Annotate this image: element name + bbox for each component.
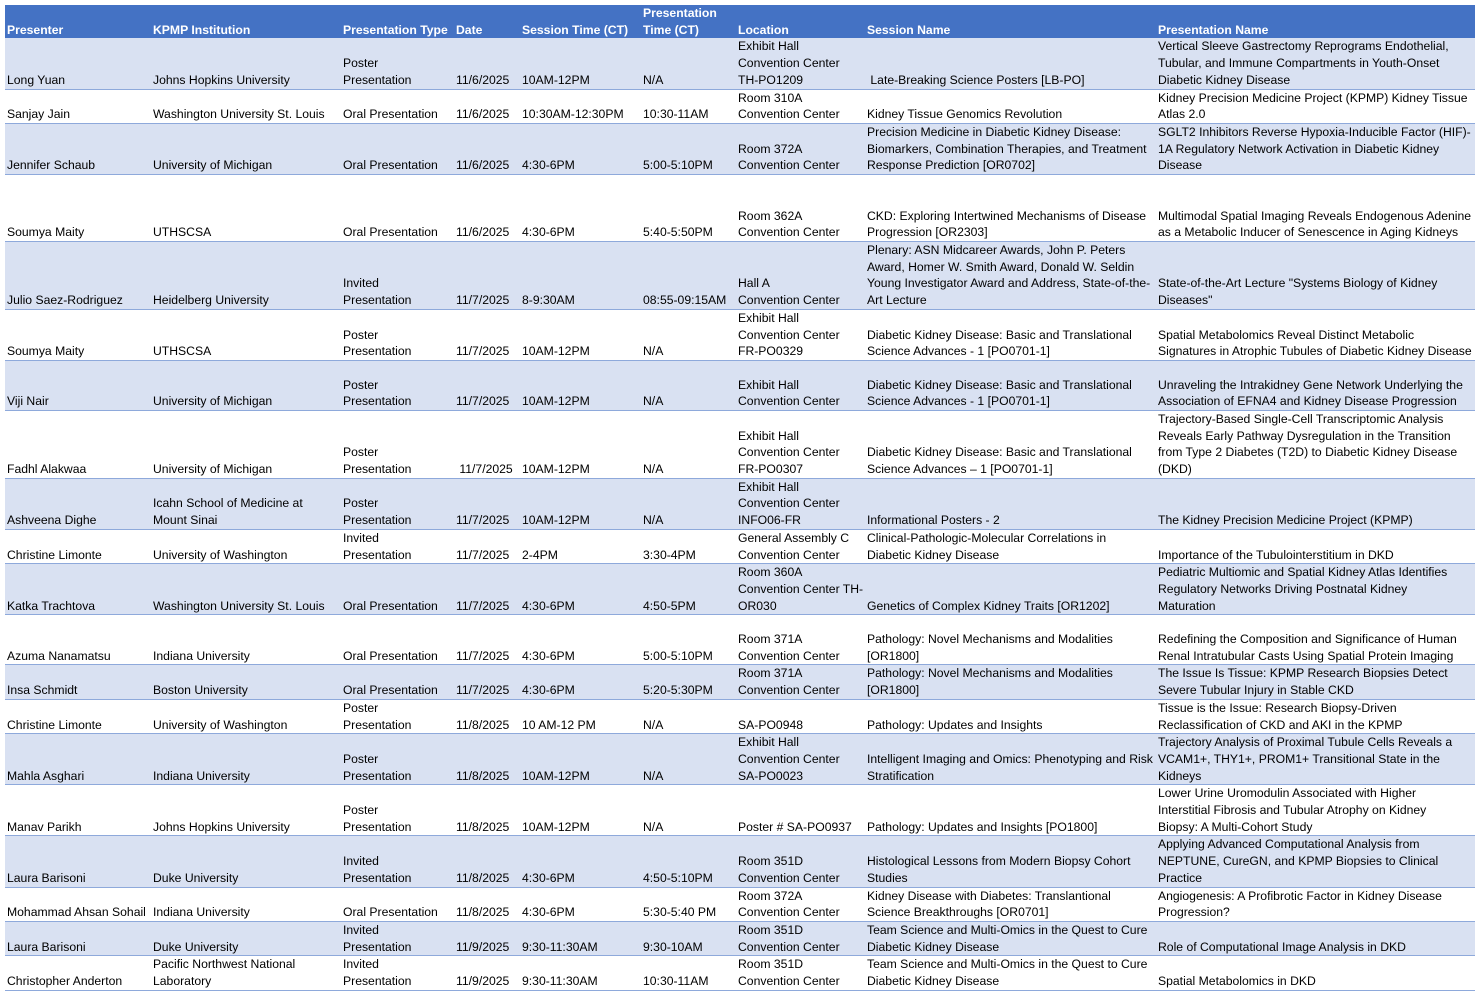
- date-cell[interactable]: 11/9/2025: [454, 956, 520, 990]
- presentation-time-cell[interactable]: N/A: [641, 38, 736, 89]
- session-name-cell[interactable]: Pathology: Novel Mechanisms and Modalities [OR1800]: [865, 665, 1156, 699]
- column-header-institution[interactable]: KPMP Institution: [151, 5, 341, 38]
- date-cell[interactable]: 11/7/2025: [454, 478, 520, 529]
- presenter-cell[interactable]: Manav Parikh: [5, 785, 151, 836]
- presentation-name-cell[interactable]: Pediatric Multiomic and Spatial Kidney Atlas Identifies Regulatory Networks Driving Postnatal Kidney Maturation: [1156, 564, 1475, 615]
- date-cell[interactable]: 11/7/2025: [454, 410, 520, 478]
- presentation-time-cell[interactable]: 5:30-5:40 PM: [641, 887, 736, 921]
- presentation-time-cell[interactable]: N/A: [641, 478, 736, 529]
- session-name-cell[interactable]: Team Science and Multi-Omics in the Quest to Cure Diabetic Kidney Disease: [865, 956, 1156, 990]
- presentation-type-cell[interactable]: Invited Presentation: [341, 242, 454, 310]
- presentation-name-cell[interactable]: Trajectory Analysis of Proximal Tubule Cells Reveals a VCAM1+, THY1+, PROM1+ Transitional State in the Kidneys: [1156, 734, 1475, 785]
- location-cell[interactable]: Room 371A Convention Center: [736, 665, 865, 699]
- presentation-type-cell[interactable]: Invited Presentation: [341, 921, 454, 955]
- table-row[interactable]: [5, 123, 1475, 174]
- presenter-cell[interactable]: Long Yuan: [5, 38, 151, 89]
- institution-cell[interactable]: Boston University: [151, 665, 341, 699]
- presenter-cell[interactable]: Christine Limonte: [5, 699, 151, 733]
- table-row[interactable]: [5, 529, 1475, 563]
- table-row[interactable]: [5, 615, 1475, 665]
- presentation-schedule-table: [5, 5, 1475, 991]
- session-time-cell[interactable]: 9:30-11:30AM: [520, 956, 641, 990]
- presentation-time-cell[interactable]: N/A: [641, 785, 736, 836]
- institution-cell[interactable]: Pacific Northwest National Laboratory: [151, 956, 341, 990]
- presentation-time-cell[interactable]: 3:30-4PM: [641, 529, 736, 563]
- presentation-name-cell[interactable]: Lower Urine Uromodulin Associated with Higher Interstitial Fibrosis and Tubular Atrophy on Kidney Biopsy: A Multi-Cohort Study: [1156, 785, 1475, 836]
- session-time-cell[interactable]: 10:30AM-12:30PM: [520, 89, 641, 123]
- date-cell[interactable]: 11/6/2025: [454, 38, 520, 89]
- table-body: [5, 38, 1475, 990]
- institution-cell[interactable]: Duke University: [151, 921, 341, 955]
- session-name-cell[interactable]: Histological Lessons from Modern Biopsy Cohort Studies: [865, 836, 1156, 887]
- table-row[interactable]: [5, 360, 1475, 410]
- session-time-cell[interactable]: 4:30-6PM: [520, 836, 641, 887]
- date-cell[interactable]: 11/9/2025: [454, 921, 520, 955]
- location-cell[interactable]: Room 372A Convention Center: [736, 123, 865, 174]
- session-name-cell[interactable]: Precision Medicine in Diabetic Kidney Disease: Biomarkers, Combination Therapies, and Treatment Response Prediction [OR0702]: [865, 123, 1156, 174]
- column-header-presenter[interactable]: Presenter: [5, 5, 151, 38]
- presentation-time-cell[interactable]: 4:50-5PM: [641, 564, 736, 615]
- session-time-cell[interactable]: 4:30-6PM: [520, 564, 641, 615]
- presentation-type-cell[interactable]: Oral Presentation: [341, 665, 454, 699]
- institution-cell[interactable]: University of Michigan: [151, 360, 341, 410]
- presentation-time-cell[interactable]: 5:20-5:30PM: [641, 665, 736, 699]
- session-time-cell[interactable]: 10AM-12PM: [520, 360, 641, 410]
- location-cell[interactable]: Room 310A Convention Center: [736, 89, 865, 123]
- session-time-cell[interactable]: 10AM-12PM: [520, 785, 641, 836]
- presentation-type-cell[interactable]: Poster Presentation: [341, 699, 454, 733]
- presentation-type-cell[interactable]: Oral Presentation: [341, 615, 454, 665]
- presentation-time-cell[interactable]: 5:00-5:10PM: [641, 123, 736, 174]
- presentation-name-cell[interactable]: Trajectory-Based Single-Cell Transcriptomic Analysis Reveals Early Pathway Dysregulation in the Transition from Type 2 Diabetes (T2D) to Diabetic Kidney Disease (DKD): [1156, 410, 1475, 478]
- presentation-name-cell[interactable]: Vertical Sleeve Gastrectomy Reprograms Endothelial, Tubular, and Immune Compartments in Youth-Onset Diabetic Kidney Disease: [1156, 38, 1475, 89]
- date-cell[interactable]: 11/7/2025: [454, 529, 520, 563]
- date-cell[interactable]: 11/6/2025: [454, 175, 520, 242]
- institution-cell[interactable]: Heidelberg University: [151, 242, 341, 310]
- presentation-type-cell[interactable]: Poster Presentation: [341, 38, 454, 89]
- institution-cell[interactable]: Johns Hopkins University: [151, 38, 341, 89]
- presentation-time-cell[interactable]: N/A: [641, 410, 736, 478]
- presentation-type-cell[interactable]: Oral Presentation: [341, 564, 454, 615]
- column-header-session-time[interactable]: Session Time (CT): [520, 5, 641, 38]
- presentation-type-cell[interactable]: Invited Presentation: [341, 529, 454, 563]
- institution-cell[interactable]: UTHSCSA: [151, 175, 341, 242]
- presenter-cell[interactable]: Insa Schmidt: [5, 665, 151, 699]
- presenter-cell[interactable]: Viji Nair: [5, 360, 151, 410]
- session-time-cell[interactable]: 10AM-12PM: [520, 734, 641, 785]
- presentation-type-cell[interactable]: Poster Presentation: [341, 734, 454, 785]
- session-name-cell[interactable]: Diabetic Kidney Disease: Basic and Translational Science Advances - 1 [PO0701-1]: [865, 309, 1156, 360]
- table-row[interactable]: [5, 956, 1475, 990]
- presentation-name-cell[interactable]: Multimodal Spatial Imaging Reveals Endogenous Adenine as a Metabolic Inducer of Senescence in Aging Kidneys: [1156, 175, 1475, 242]
- location-cell[interactable]: Exhibit Hall Convention Center TH-PO1209: [736, 38, 865, 89]
- session-time-cell[interactable]: 4:30-6PM: [520, 175, 641, 242]
- presenter-cell[interactable]: Laura Barisoni: [5, 921, 151, 955]
- presentation-time-cell[interactable]: 5:40-5:50PM: [641, 175, 736, 242]
- location-cell[interactable]: SA-PO0948: [736, 699, 865, 733]
- date-cell[interactable]: 11/8/2025: [454, 836, 520, 887]
- table-row[interactable]: [5, 309, 1475, 360]
- presenter-cell[interactable]: Azuma Nanamatsu: [5, 615, 151, 665]
- date-cell[interactable]: 11/8/2025: [454, 734, 520, 785]
- table-row[interactable]: [5, 921, 1475, 955]
- presentation-time-cell[interactable]: N/A: [641, 734, 736, 785]
- presentation-time-cell[interactable]: N/A: [641, 699, 736, 733]
- table-row[interactable]: [5, 175, 1475, 242]
- date-cell[interactable]: 11/6/2025: [454, 123, 520, 174]
- location-cell[interactable]: Room 351D Convention Center: [736, 921, 865, 955]
- table-row[interactable]: [5, 734, 1475, 785]
- institution-cell[interactable]: Indiana University: [151, 615, 341, 665]
- location-cell[interactable]: Poster # SA-PO0937: [736, 785, 865, 836]
- location-cell[interactable]: Hall A Convention Center: [736, 242, 865, 310]
- session-time-cell[interactable]: 10AM-12PM: [520, 38, 641, 89]
- presentation-time-cell[interactable]: N/A: [641, 309, 736, 360]
- session-time-cell[interactable]: 10 AM-12 PM: [520, 699, 641, 733]
- location-cell[interactable]: Room 351D Convention Center: [736, 836, 865, 887]
- session-name-cell[interactable]: Late-Breaking Science Posters [LB-PO]: [865, 38, 1156, 89]
- presenter-cell[interactable]: Katka Trachtova: [5, 564, 151, 615]
- date-cell[interactable]: 11/7/2025: [454, 615, 520, 665]
- presentation-time-cell[interactable]: 10:30-11AM: [641, 89, 736, 123]
- session-time-cell[interactable]: 4:30-6PM: [520, 665, 641, 699]
- presentation-time-cell[interactable]: 08:55-09:15AM: [641, 242, 736, 310]
- location-cell[interactable]: Exhibit Hall Convention Center FR-PO0307: [736, 410, 865, 478]
- date-cell[interactable]: 11/7/2025: [454, 665, 520, 699]
- session-name-cell[interactable]: Pathology: Novel Mechanisms and Modalities [OR1800]: [865, 615, 1156, 665]
- presentation-time-cell[interactable]: 9:30-10AM: [641, 921, 736, 955]
- date-cell[interactable]: 11/6/2025: [454, 89, 520, 123]
- institution-cell[interactable]: Johns Hopkins University: [151, 785, 341, 836]
- presentation-type-cell[interactable]: Oral Presentation: [341, 175, 454, 242]
- session-name-cell[interactable]: Intelligent Imaging and Omics: Phenotyping and Risk Stratification: [865, 734, 1156, 785]
- presentation-name-cell[interactable]: Angiogenesis: A Profibrotic Factor in Kidney Disease Progression?: [1156, 887, 1475, 921]
- date-cell[interactable]: 11/7/2025: [454, 309, 520, 360]
- presentation-type-cell[interactable]: Poster Presentation: [341, 410, 454, 478]
- institution-cell[interactable]: UTHSCSA: [151, 309, 341, 360]
- presenter-cell[interactable]: Soumya Maity: [5, 309, 151, 360]
- presenter-cell[interactable]: Sanjay Jain: [5, 89, 151, 123]
- column-header-presentation-name[interactable]: Presentation Name: [1156, 5, 1475, 38]
- session-name-cell[interactable]: Plenary: ASN Midcareer Awards, John P. Peters Award, Homer W. Smith Award, Donald W. Seldin Young Investigator Award and Address, State-of-the- Art Lecture: [865, 242, 1156, 310]
- table-row[interactable]: [5, 836, 1475, 887]
- presenter-cell[interactable]: Soumya Maity: [5, 175, 151, 242]
- table-row[interactable]: [5, 478, 1475, 529]
- table-row[interactable]: [5, 785, 1475, 836]
- location-cell[interactable]: Room 372A Convention Center: [736, 887, 865, 921]
- session-name-cell[interactable]: Kidney Tissue Genomics Revolution: [865, 89, 1156, 123]
- presenter-cell[interactable]: Laura Barisoni: [5, 836, 151, 887]
- session-time-cell[interactable]: 9:30-11:30AM: [520, 921, 641, 955]
- presentation-type-cell[interactable]: Invited Presentation: [341, 956, 454, 990]
- date-cell[interactable]: 11/7/2025: [454, 564, 520, 615]
- presenter-cell[interactable]: Mohammad Ahsan Sohail: [5, 887, 151, 921]
- session-time-cell[interactable]: 4:30-6PM: [520, 123, 641, 174]
- institution-cell[interactable]: Indiana University: [151, 734, 341, 785]
- date-cell[interactable]: 11/8/2025: [454, 785, 520, 836]
- date-cell[interactable]: 11/8/2025: [454, 699, 520, 733]
- location-cell[interactable]: Exhibit Hall Convention Center SA-PO0023: [736, 734, 865, 785]
- institution-cell[interactable]: University of Washington: [151, 699, 341, 733]
- table-row[interactable]: [5, 564, 1475, 615]
- presenter-cell[interactable]: Ashveena Dighe: [5, 478, 151, 529]
- presentation-name-cell[interactable]: SGLT2 Inhibitors Reverse Hypoxia-Inducible Factor (HIF)- 1A Regulatory Network Activation in Diabetic Kidney Disease: [1156, 123, 1475, 174]
- location-cell[interactable]: Room 371A Convention Center: [736, 615, 865, 665]
- location-cell[interactable]: Exhibit Hall Convention Center FR-PO0329: [736, 309, 865, 360]
- presentation-name-cell[interactable]: Importance of the Tubulointerstitium in DKD: [1156, 529, 1475, 563]
- date-cell[interactable]: 11/7/2025: [454, 360, 520, 410]
- institution-cell[interactable]: Washington University St. Louis: [151, 89, 341, 123]
- presentation-time-cell[interactable]: N/A: [641, 360, 736, 410]
- institution-cell[interactable]: Washington University St. Louis: [151, 564, 341, 615]
- institution-cell[interactable]: Icahn School of Medicine at Mount Sinai: [151, 478, 341, 529]
- session-name-cell[interactable]: Informational Posters - 2: [865, 478, 1156, 529]
- session-name-cell[interactable]: CKD: Exploring Intertwined Mechanisms of Disease Progression [OR2303]: [865, 175, 1156, 242]
- column-header-date[interactable]: Date: [454, 5, 520, 38]
- table-row[interactable]: [5, 242, 1475, 310]
- location-cell[interactable]: General Assembly C Convention Center: [736, 529, 865, 563]
- presentation-type-cell[interactable]: Poster Presentation: [341, 478, 454, 529]
- table-row[interactable]: [5, 410, 1475, 478]
- presenter-cell[interactable]: Jennifer Schaub: [5, 123, 151, 174]
- session-name-cell[interactable]: Diabetic Kidney Disease: Basic and Translational Science Advances – 1 [PO0701-1]: [865, 410, 1156, 478]
- presentation-type-cell[interactable]: Oral Presentation: [341, 123, 454, 174]
- presentation-name-cell[interactable]: Kidney Precision Medicine Project (KPMP) Kidney Tissue Atlas 2.0: [1156, 89, 1475, 123]
- presentation-name-cell[interactable]: Role of Computational Image Analysis in DKD: [1156, 921, 1475, 955]
- table-row[interactable]: [5, 89, 1475, 123]
- institution-cell[interactable]: Indiana University: [151, 887, 341, 921]
- session-time-cell[interactable]: 10AM-12PM: [520, 478, 641, 529]
- table-header: [5, 5, 1475, 38]
- presentation-time-cell[interactable]: 10:30-11AM: [641, 956, 736, 990]
- session-time-cell[interactable]: 4:30-6PM: [520, 887, 641, 921]
- session-time-cell[interactable]: 8-9:30AM: [520, 242, 641, 310]
- presentation-type-cell[interactable]: Oral Presentation: [341, 89, 454, 123]
- presentation-name-cell[interactable]: Spatial Metabolomics Reveal Distinct Metabolic Signatures in Atrophic Tubules of Diabetic Kidney Disease: [1156, 309, 1475, 360]
- institution-cell[interactable]: University of Washington: [151, 529, 341, 563]
- location-cell[interactable]: Exhibit Hall Convention Center INFO06-FR: [736, 478, 865, 529]
- session-name-cell[interactable]: Genetics of Complex Kidney Traits [OR1202]: [865, 564, 1156, 615]
- session-time-cell[interactable]: 10AM-12PM: [520, 309, 641, 360]
- presentation-name-cell[interactable]: State-of-the-Art Lecture "Systems Biology of Kidney Diseases": [1156, 242, 1475, 310]
- header-row: [5, 5, 1475, 38]
- presenter-cell[interactable]: Christopher Anderton: [5, 956, 151, 990]
- table-row[interactable]: [5, 665, 1475, 699]
- session-name-cell[interactable]: Diabetic Kidney Disease: Basic and Translational Science Advances - 1 [PO0701-1]: [865, 360, 1156, 410]
- presenter-cell[interactable]: Mahla Asghari: [5, 734, 151, 785]
- date-cell[interactable]: 11/8/2025: [454, 887, 520, 921]
- presentation-type-cell[interactable]: Invited Presentation: [341, 836, 454, 887]
- presenter-cell[interactable]: Fadhl Alakwaa: [5, 410, 151, 478]
- session-time-cell[interactable]: 2-4PM: [520, 529, 641, 563]
- presentation-time-cell[interactable]: 4:50-5:10PM: [641, 836, 736, 887]
- presentation-name-cell[interactable]: Tissue is the Issue: Research Biopsy-Driven Reclassification of CKD and AKI in the KPMP: [1156, 699, 1475, 733]
- session-name-cell[interactable]: Pathology: Updates and Insights [PO1800]: [865, 785, 1156, 836]
- column-header-session-name[interactable]: Session Name: [865, 5, 1156, 38]
- presenter-cell[interactable]: Christine Limonte: [5, 529, 151, 563]
- presentation-name-cell[interactable]: Spatial Metabolomics in DKD: [1156, 956, 1475, 990]
- table-row[interactable]: [5, 887, 1475, 921]
- session-name-cell[interactable]: Kidney Disease with Diabetes: Translantional Science Breakthroughs [OR0701]: [865, 887, 1156, 921]
- presentation-name-cell[interactable]: Unraveling the Intrakidney Gene Network Underlying the Association of EFNA4 and Kidney Disease Progression: [1156, 360, 1475, 410]
- session-time-cell[interactable]: 10AM-12PM: [520, 410, 641, 478]
- session-time-cell[interactable]: 4:30-6PM: [520, 615, 641, 665]
- table-row[interactable]: [5, 38, 1475, 89]
- presentation-name-cell[interactable]: The Kidney Precision Medicine Project (KPMP): [1156, 478, 1475, 529]
- presentation-name-cell[interactable]: Applying Advanced Computational Analysis from NEPTUNE, CureGN, and KPMP Biopsies to Clinical Practice: [1156, 836, 1475, 887]
- session-name-cell[interactable]: Team Science and Multi-Omics in the Quest to Cure Diabetic Kidney Disease: [865, 921, 1156, 955]
- date-cell[interactable]: 11/7/2025: [454, 242, 520, 310]
- location-cell[interactable]: Room 362A Convention Center: [736, 175, 865, 242]
- column-header-presentation-type[interactable]: Presentation Type: [341, 5, 454, 38]
- session-name-cell[interactable]: Pathology: Updates and Insights: [865, 699, 1156, 733]
- location-cell[interactable]: Room 351D Convention Center: [736, 956, 865, 990]
- presentation-name-cell[interactable]: The Issue Is Tissue: KPMP Research Biopsies Detect Severe Tubular Injury in Stable CKD: [1156, 665, 1475, 699]
- location-cell[interactable]: Exhibit Hall Convention Center: [736, 360, 865, 410]
- institution-cell[interactable]: Duke University: [151, 836, 341, 887]
- presenter-cell[interactable]: Julio Saez-Rodriguez: [5, 242, 151, 310]
- presentation-type-cell[interactable]: Poster Presentation: [341, 785, 454, 836]
- column-header-location[interactable]: Location: [736, 5, 865, 38]
- table-row[interactable]: [5, 699, 1475, 733]
- presentation-type-cell[interactable]: Oral Presentation: [341, 887, 454, 921]
- session-name-cell[interactable]: Clinical-Pathologic-Molecular Correlations in Diabetic Kidney Disease: [865, 529, 1156, 563]
- presentation-name-cell[interactable]: Redefining the Composition and Significance of Human Renal Intratubular Casts Using Spatial Protein Imaging: [1156, 615, 1475, 665]
- presentation-type-cell[interactable]: Poster Presentation: [341, 309, 454, 360]
- institution-cell[interactable]: University of Michigan: [151, 123, 341, 174]
- institution-cell[interactable]: University of Michigan: [151, 410, 341, 478]
- column-header-presentation-time[interactable]: Presentation Time (CT): [641, 5, 736, 38]
- presentation-time-cell[interactable]: 5:00-5:10PM: [641, 615, 736, 665]
- presentation-type-cell[interactable]: Poster Presentation: [341, 360, 454, 410]
- location-cell[interactable]: Room 360A Convention Center TH- OR030: [736, 564, 865, 615]
